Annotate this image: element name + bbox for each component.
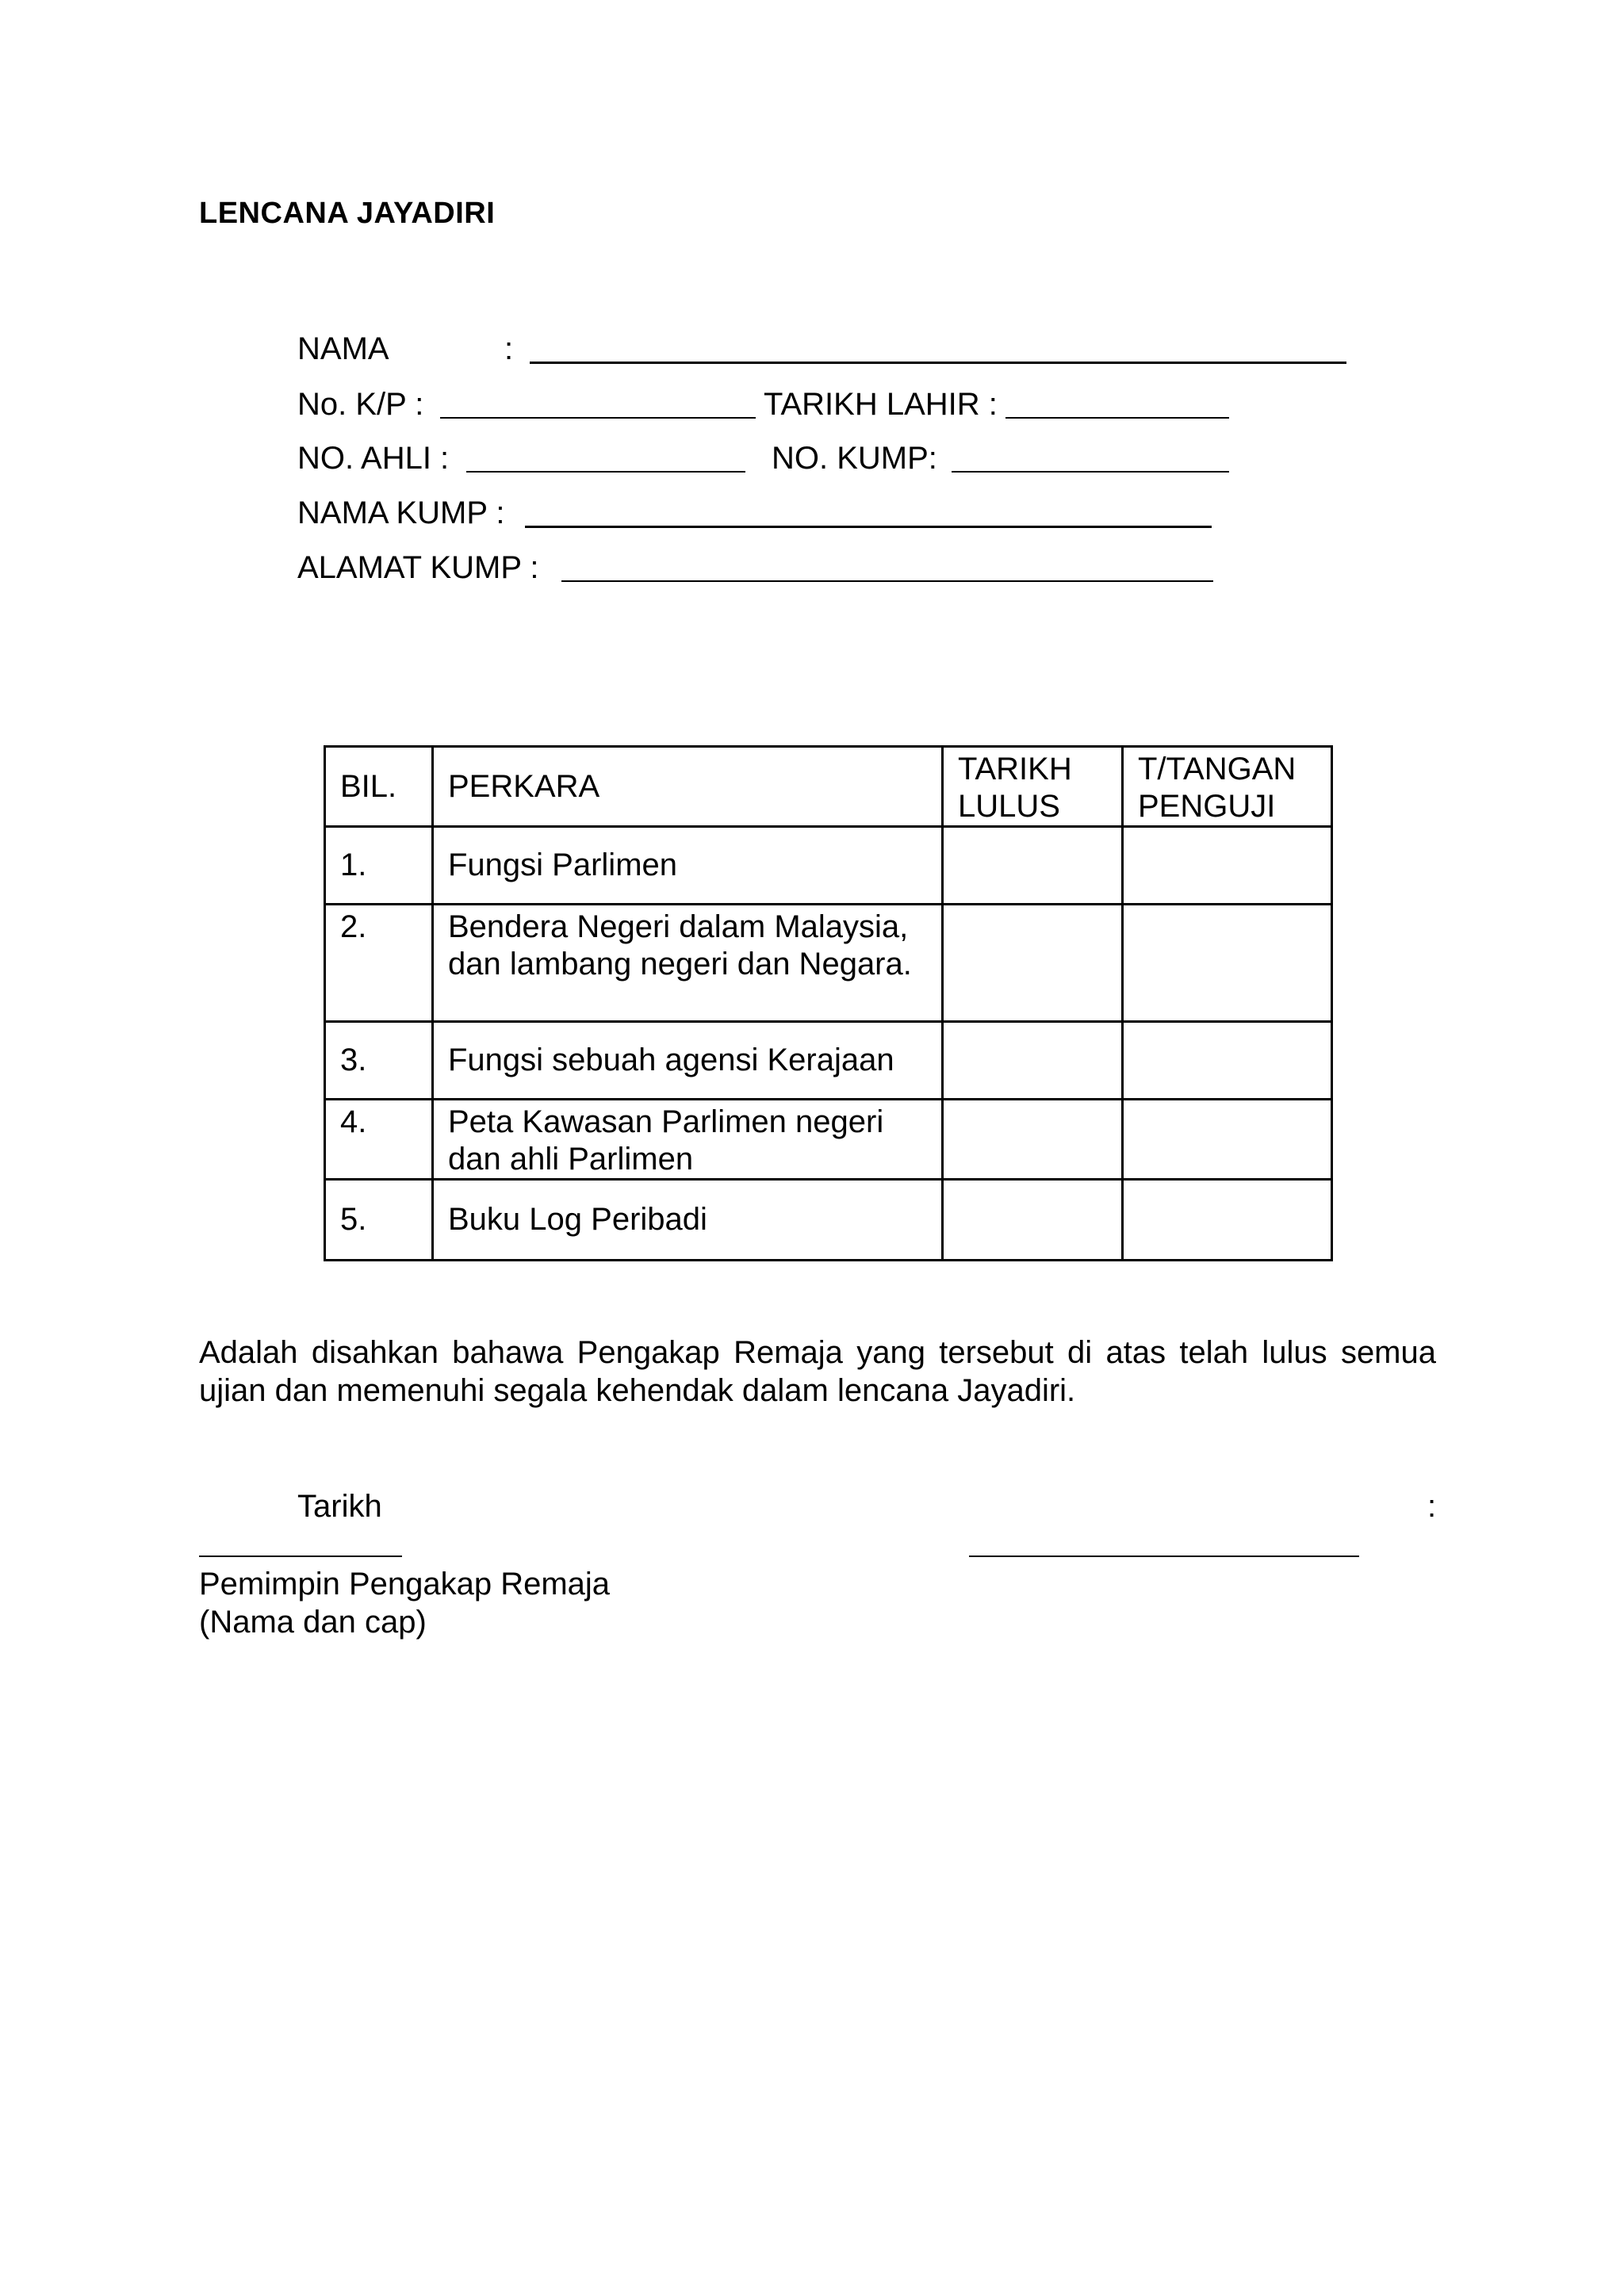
table-row xyxy=(325,1022,1332,1100)
tarikh-lahir-field[interactable] xyxy=(1005,417,1229,419)
leader-note: (Nama dan cap) xyxy=(199,1605,427,1640)
row-perkara: Fungsi sebuah agensi Kerajaan xyxy=(433,1022,943,1100)
row-ttangan-cell[interactable] xyxy=(1123,1180,1332,1261)
header-bil: BIL. xyxy=(325,747,433,827)
nama-label: NAMA xyxy=(297,331,389,366)
row-ttangan-cell[interactable] xyxy=(1123,905,1332,1022)
signature-line[interactable] xyxy=(969,1556,1359,1557)
row-ttangan-cell[interactable] xyxy=(1123,1100,1332,1180)
nama-field[interactable] xyxy=(530,362,1346,364)
row-bil: 4. xyxy=(325,1100,433,1180)
no-kump-field[interactable] xyxy=(952,471,1229,473)
row-bil: 1. xyxy=(325,827,433,905)
declaration-paragraph: Adalah disahkan bahawa Pengakap Remaja yang tersebut di atas telah lulus semua ujian dan memenuhi segala kehendak dalam lencana Jayadiri. xyxy=(199,1335,1436,1408)
table-header-row xyxy=(325,747,1332,827)
row-ttangan-cell[interactable] xyxy=(1123,1022,1332,1100)
row-tarikh-lulus-cell[interactable] xyxy=(943,1180,1123,1261)
nama-kump-label: NAMA KUMP : xyxy=(297,496,505,530)
alamat-kump-field[interactable] xyxy=(561,580,1213,582)
no-kump-label: NO. KUMP: xyxy=(772,441,937,476)
row-bil: 2. xyxy=(325,905,433,1022)
row-tarikh-lulus-cell[interactable] xyxy=(943,827,1123,905)
table-row xyxy=(325,1180,1332,1261)
no-ahli-label: NO. AHLI : xyxy=(297,441,450,476)
row-perkara: Bendera Negeri dalam Malaysia, dan lambang negeri dan Negara. xyxy=(433,905,943,1022)
nama-colon: : xyxy=(504,331,514,366)
row-tarikh-lulus-cell[interactable] xyxy=(943,1100,1123,1180)
row-tarikh-lulus-cell[interactable] xyxy=(943,905,1123,1022)
no-ahli-field[interactable] xyxy=(466,471,745,473)
tarikh-lahir-label: TARIKH LAHIR : xyxy=(764,387,998,422)
header-perkara: PERKARA xyxy=(433,747,943,827)
header-ttangan-penguji: T/TANGAN PENGUJI xyxy=(1123,747,1332,827)
row-perkara: Peta Kawasan Parlimen negeri dan ahli Parlimen xyxy=(433,1100,943,1180)
kp-field[interactable] xyxy=(440,417,756,419)
page-title: LENCANA JAYADIRI xyxy=(199,197,496,230)
requirements-table xyxy=(324,745,1333,1261)
tarikh-colon: : xyxy=(1427,1489,1437,1524)
row-perkara: Fungsi Parlimen xyxy=(433,827,943,905)
table-row xyxy=(325,1100,1332,1180)
alamat-kump-label: ALAMAT KUMP : xyxy=(297,550,539,585)
row-bil: 5. xyxy=(325,1180,433,1261)
nama-kump-field[interactable] xyxy=(525,526,1212,528)
tarikh-field[interactable] xyxy=(199,1556,402,1557)
header-tarikh-lulus: TARIKH LULUS xyxy=(943,747,1123,827)
row-tarikh-lulus-cell[interactable] xyxy=(943,1022,1123,1100)
table-row xyxy=(325,905,1332,1022)
kp-label: No. K/P : xyxy=(297,387,424,422)
row-perkara: Buku Log Peribadi xyxy=(433,1180,943,1261)
row-ttangan-cell[interactable] xyxy=(1123,827,1332,905)
leader-title: Pemimpin Pengakap Remaja xyxy=(199,1567,611,1601)
row-bil: 3. xyxy=(325,1022,433,1100)
table-row xyxy=(325,827,1332,905)
tarikh-label: Tarikh xyxy=(297,1489,382,1524)
